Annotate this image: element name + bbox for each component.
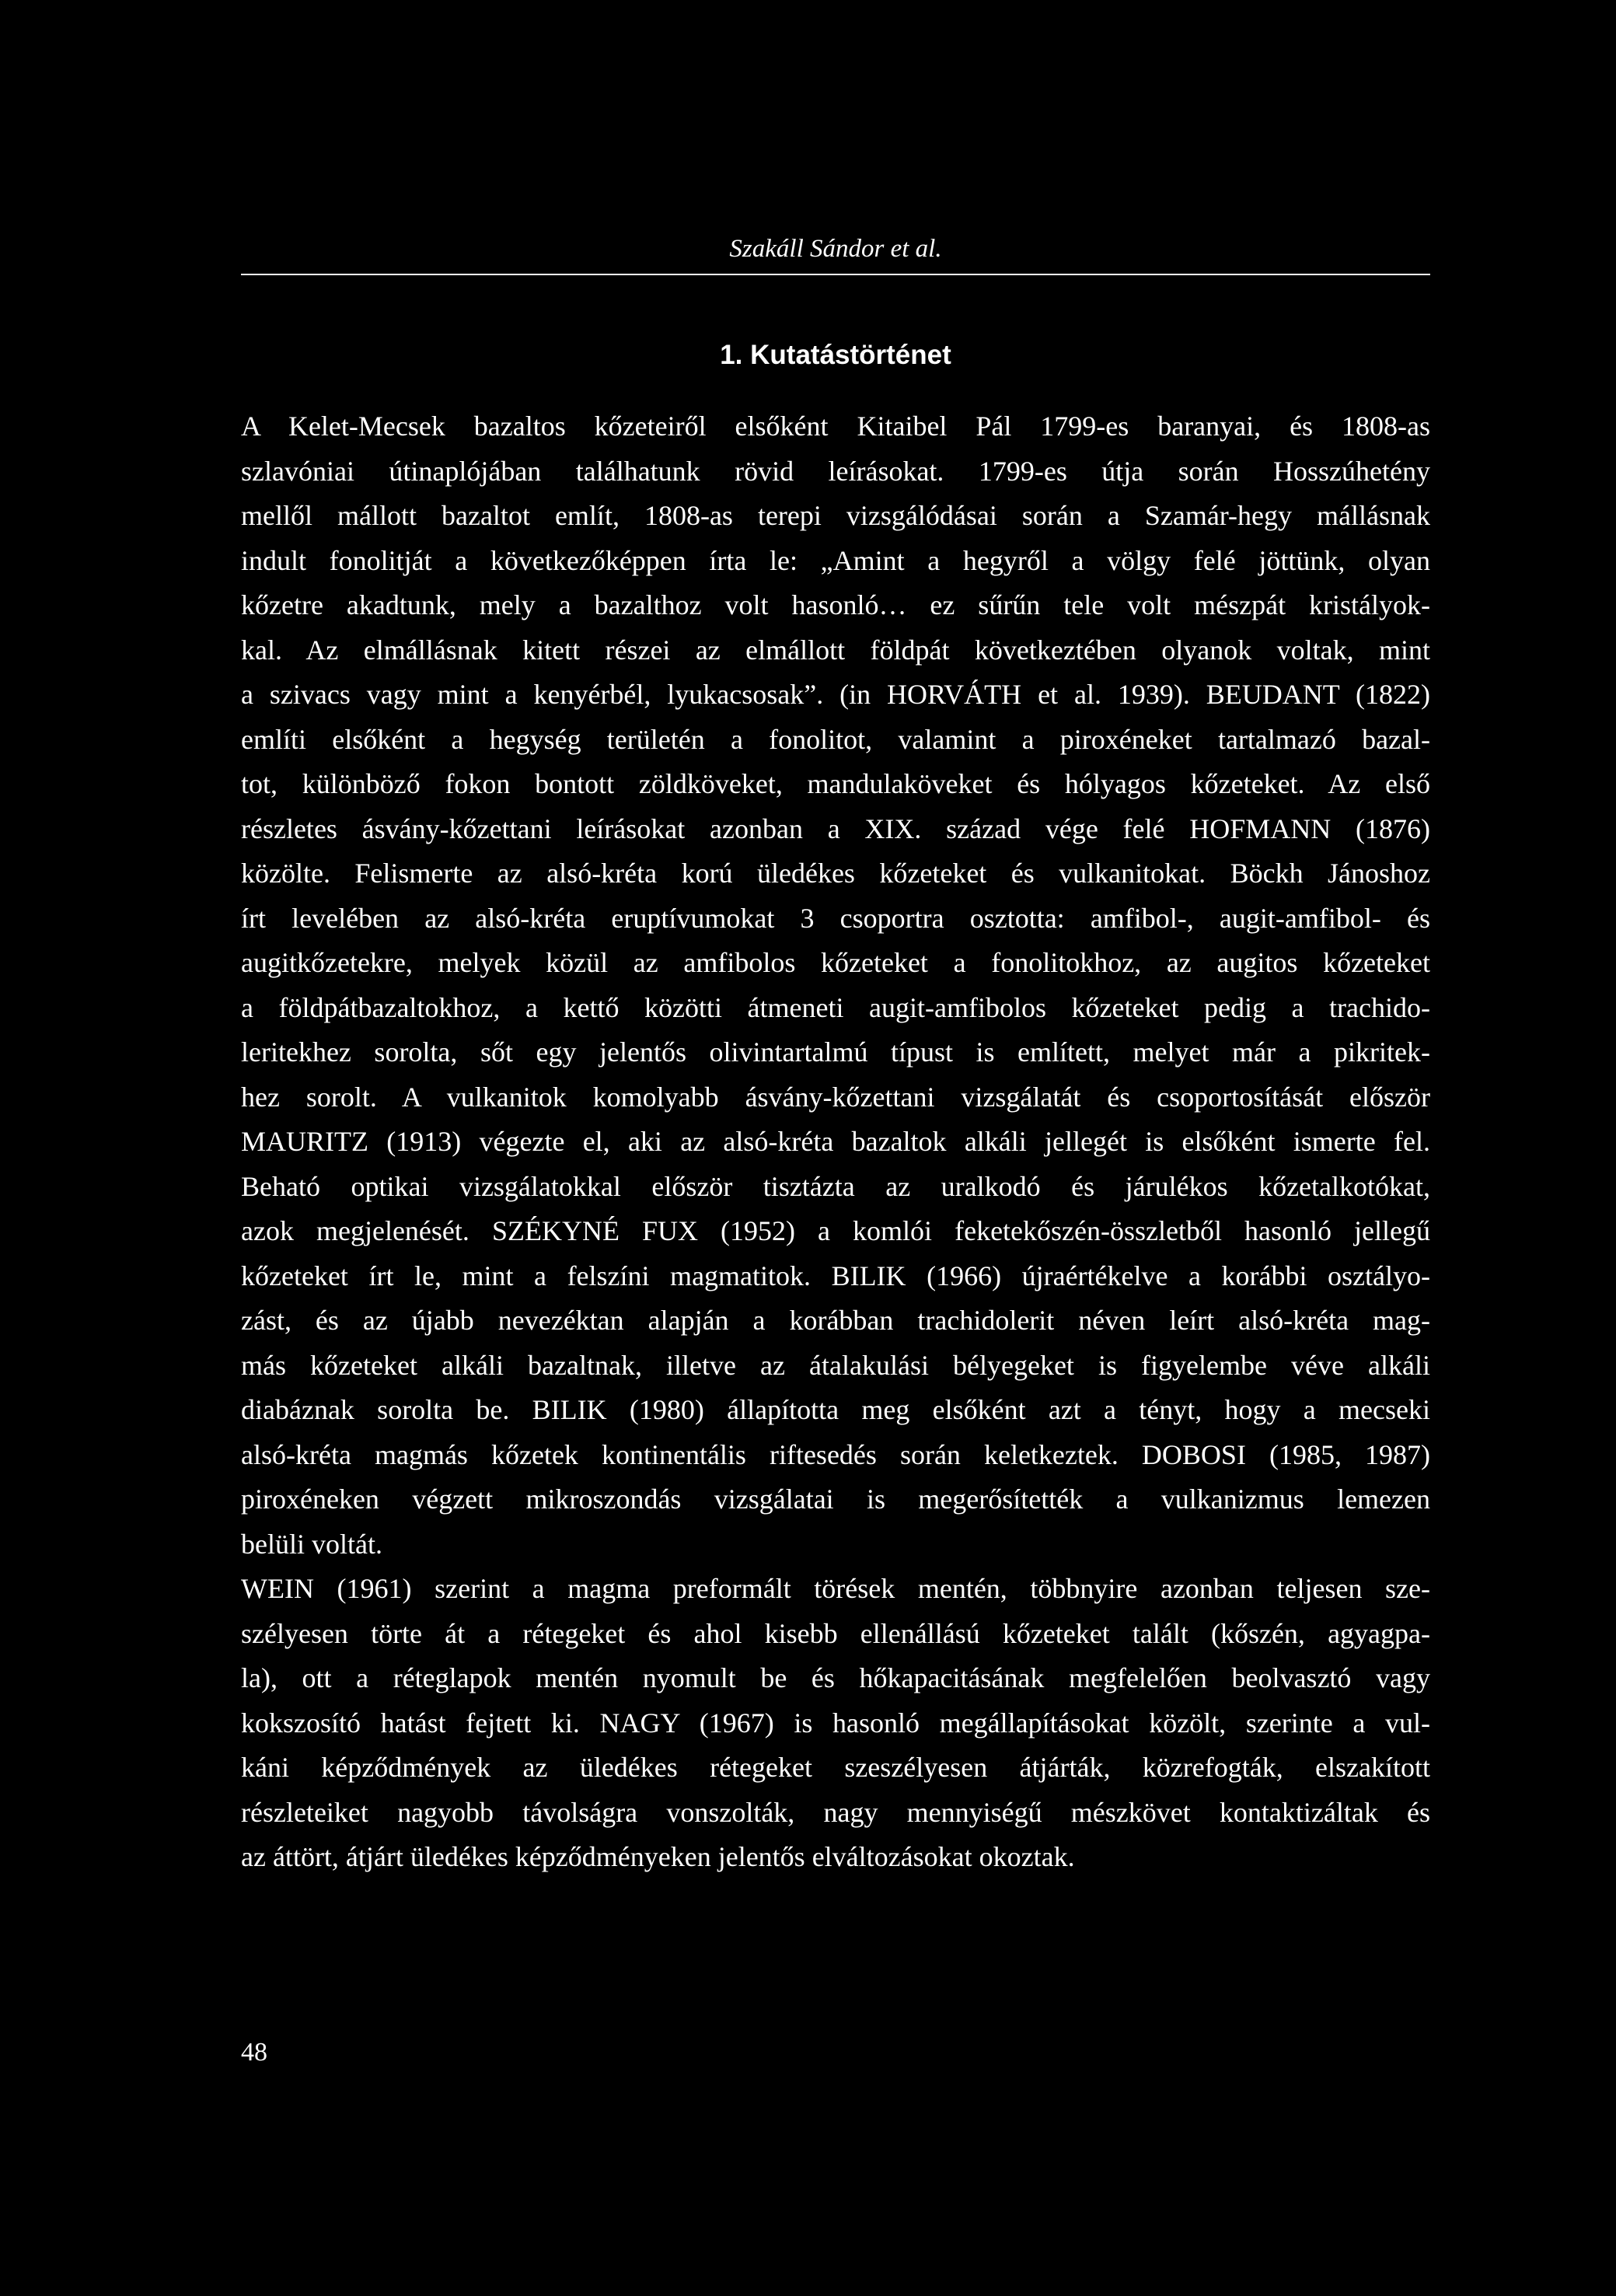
text-line: augitkőzetekre, melyek közül az amfibolos kőzeteket a fonolitokhoz, az augitos kőzeteket — [241, 947, 1430, 978]
text-line: kal. Az elmállásnak kitett részei az elmállott földpát következtében olyanok voltak, mint — [241, 634, 1430, 666]
text-line: írt levelében az alsó-kréta eruptívumokat 3 csoportra osztotta: amfibol-, augit-amfibol- és — [241, 902, 1430, 934]
text-line: diabáznak sorolta be. BILIK (1980) állapította meg elsőként azt a tényt, hogy a mecseki — [241, 1394, 1430, 1425]
text-line: MAURITZ (1913) végezte el, aki az alsó-kréta bazaltok alkáli jellegét is elsőként ismerte fel. — [241, 1126, 1430, 1157]
text-line: kőzeteket írt le, mint a felszíni magmatitok. BILIK (1966) újraértékelve a korábbi osztályo- — [241, 1260, 1430, 1291]
body-text — [241, 404, 1430, 1880]
text-line: szélyesen törte át a rétegeket és ahol kisebb ellenállású kőzeteket talált (kőszén, agyagpa- — [241, 1617, 1430, 1649]
text-line: indult fonolitját a következőképpen írta le: „Amint a hegyről a völgy felé jöttünk, olyan — [241, 544, 1430, 576]
text-line: az áttört, átjárt üledékes képződményeken jelentős elváltozásokat okoztak. — [241, 1841, 1075, 1872]
text-line: la), ott a réteglapok mentén nyomult be és hőkapacitásának megfelelően beolvasztó vagy — [241, 1662, 1430, 1693]
text-line: A Kelet-Mecsek bazaltos kőzeteiről elsőként Kitaibel Pál 1799-es baranyai, és 1808-as — [241, 411, 1430, 442]
page-number: 48 — [241, 2038, 267, 2067]
text-line: a szivacs vagy mint a kenyérbél, lyukacsosak”. (in HORVÁTH et al. 1939). BEUDANT (1822) — [241, 679, 1430, 710]
text-line: belüli voltát. — [241, 1528, 382, 1560]
text-line: kőzetre akadtunk, mely a bazalthoz volt hasonló… ez sűrűn tele volt mészpát kristályok- — [241, 589, 1430, 620]
section-title: 1. Kutatástörténet — [720, 340, 951, 370]
text-line: részleteiket nagyobb távolságra vonszolták, nagy mennyiségű mészkövet kontaktizáltak és — [241, 1796, 1430, 1828]
header-rule — [241, 274, 1430, 275]
running-header: Szakáll Sándor et al. — [729, 235, 942, 263]
text-line: közölte. Felismerte az alsó-kréta korú üledékes kőzeteket és vulkanitokat. Böckh Jánoshoz — [241, 858, 1430, 889]
text-line: Beható optikai vizsgálatokkal először tisztázta az uralkodó és járulékos kőzetalkotókat, — [241, 1170, 1430, 1202]
text-line: részletes ásvány-kőzettani leírásokat azonban a XIX. század vége felé HOFMANN (1876) — [241, 813, 1430, 844]
text-line: alsó-kréta magmás kőzetek kontinentális riftesedés során keletkeztek. DOBOSI (1985, 1987) — [241, 1438, 1430, 1470]
text-line: más kőzeteket alkáli bazaltnak, illetve az átalakulási bélyegeket is figyelembe véve alkáli — [241, 1349, 1430, 1381]
text-line: mellől mállott bazaltot említ, 1808-as terepi vizsgálódásai során a Szamár-hegy mállásnak — [241, 500, 1430, 531]
text-line: a földpátbazaltokhoz, a kettő közötti átmeneti augit-amfibolos kőzeteket pedig a trachido- — [241, 991, 1430, 1023]
text-line: leritekhez sorolta, sőt egy jelentős olivintartalmú típust is említett, melyet már a pikritek- — [241, 1036, 1430, 1068]
text-line: tot, különböző fokon bontott zöldköveket, mandulaköveket és hólyagos kőzeteket. Az első — [241, 768, 1430, 799]
text-line: szlavóniai útinaplójában találhatunk rövid leírásokat. 1799-es útja során Hosszúhetény — [241, 455, 1430, 487]
text-line: piroxéneken végzett mikroszondás vizsgálatai is megerősítették a vulkanizmus lemezen — [241, 1483, 1430, 1515]
text-line: hez sorolt. A vulkanitok komolyabb ásvány-kőzettani vizsgálatát és csoportosítását először — [241, 1081, 1430, 1113]
text-line: említi elsőként a hegység területén a fonolitot, valamint a piroxéneket tartalmazó bazal- — [241, 723, 1430, 755]
text-line: kokszosító hatást fejtett ki. NAGY (1967) is hasonló megállapításokat közölt, szerinte a vul- — [241, 1707, 1430, 1739]
text-line: azok megjelenését. SZÉKYNÉ FUX (1952) a komlói feketekőszén-összletből hasonló jellegű — [241, 1215, 1430, 1246]
text-line: káni képződmények az üledékes rétegeket szeszélyesen átjárták, közrefogták, elszakított — [241, 1752, 1430, 1783]
text-line: zást, és az újabb nevezéktan alapján a korábban trachidolerit néven leírt alsó-kréta mag- — [241, 1305, 1430, 1336]
text-line: WEIN (1961) szerint a magma preformált törések mentén, többnyire azonban teljesen sze- — [241, 1573, 1430, 1604]
